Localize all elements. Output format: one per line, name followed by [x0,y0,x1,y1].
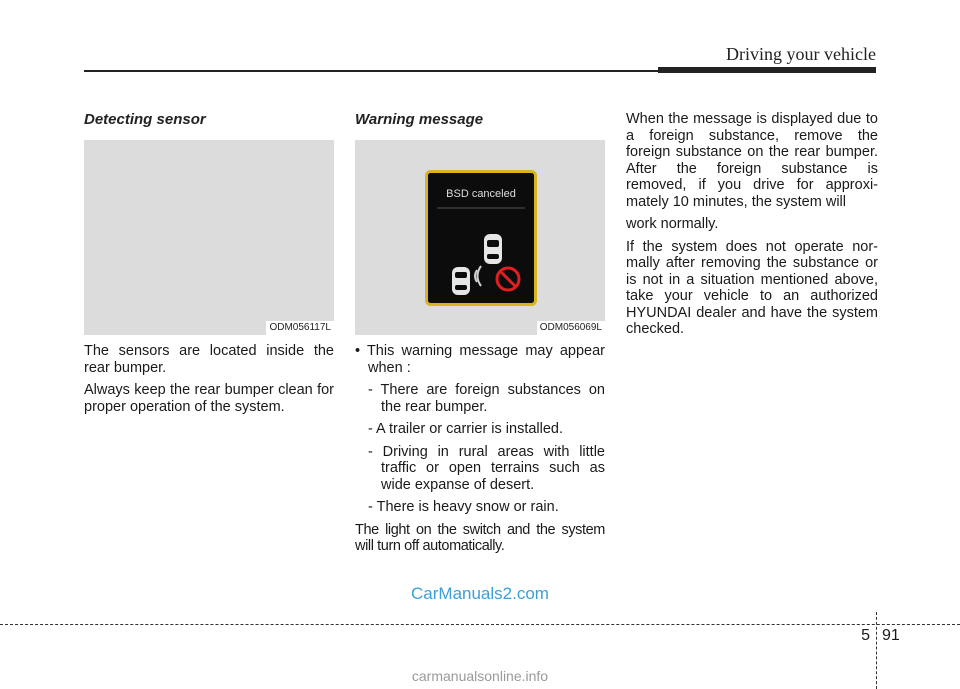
heading-warning-message: Warning message [355,111,484,128]
header-rule-thick [658,67,876,73]
col1-text [84,343,334,421]
sub-list-item: - There are foreign substances on the rear bumper. [368,382,605,415]
bullet-text: This warning message may appear when : [366,343,606,376]
paragraph: When the message is displayed due to a foreign substance, remove the foreign substance on the rear bumper. After the foreign substance is removed, if you drive for approxi-mately 10 minutes, the system will [626,111,878,210]
rear-car-icon [452,267,470,295]
paragraph: Always keep the rear bumper clean for proper operation of the system. [84,382,334,415]
col3-text [626,111,878,344]
col2-text [355,343,605,561]
bottom-watermark: carmanualsonline.info [411,668,549,684]
bsd-display-illustration [425,170,537,306]
figure-code: ODM056069L [537,321,605,335]
paragraph: work normally. [626,216,719,232]
warning-figure [355,140,605,335]
page-number: 91 [882,627,900,644]
display-message: BSD canceled [446,188,516,200]
sensor-figure [84,140,334,335]
chapter-number: 5 [861,627,870,644]
figure-code: ODM056117L [266,321,334,335]
header-rule [84,70,658,72]
sub-list-item: - Driving in rural areas with little traffic or open terrains such as wide expanse of desert. [368,443,605,493]
watermark-link[interactable]: CarManuals2.com [411,584,549,603]
paragraph: The light on the switch and the system will turn off automatically. [355,521,605,554]
paragraph: If the system does not operate nor-mally after removing the substance or is not in a situation mentioned above, take your vehicle to an authorized HYUNDAI dealer and have the system checked. [626,238,878,337]
own-car-icon [484,234,502,264]
sub-list-item: - There is heavy snow or rain. [368,499,559,515]
section-title: Driving your vehicle [726,44,876,64]
list-item: • This warning message may appear when : [355,343,606,376]
sub-list-item: - A trailer or carrier is installed. [368,421,564,437]
heading-detecting-sensor: Detecting sensor [84,111,206,128]
footer-rule [0,624,960,625]
paragraph: The sensors are located inside the rear bumper. [84,343,334,376]
